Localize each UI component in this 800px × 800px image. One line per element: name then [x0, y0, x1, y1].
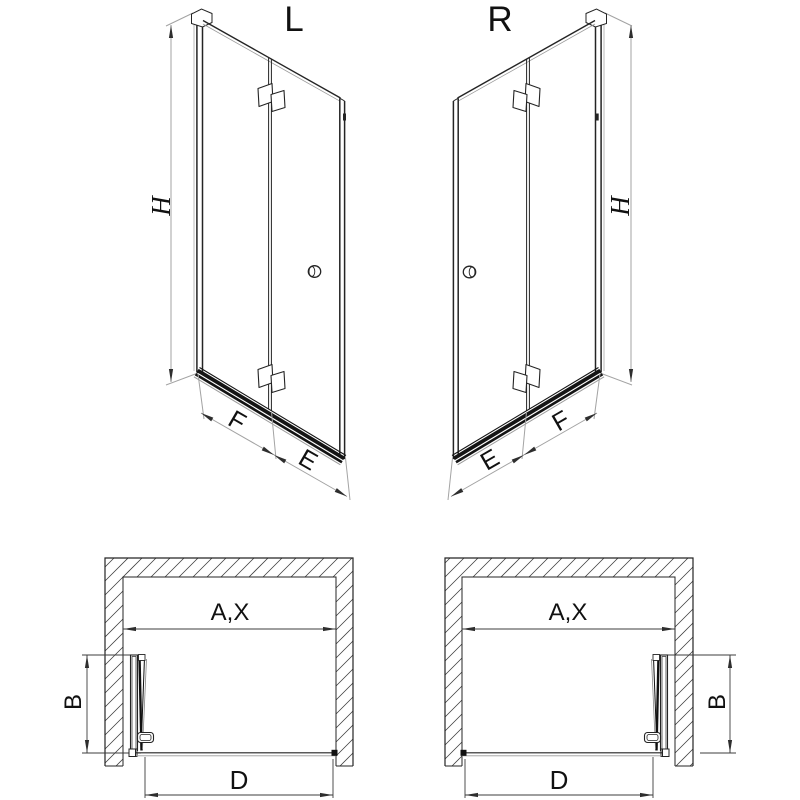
wall-hatch-line [116, 759, 123, 766]
wall-hatch-line [105, 731, 123, 749]
wall-hatch-line [641, 558, 660, 577]
wall-hatch-line [221, 558, 240, 577]
wall-hatch-line [336, 725, 353, 742]
wall-hatch-line [459, 558, 478, 577]
wall-hatch-line [445, 602, 462, 619]
wall-hatch-line [336, 599, 353, 616]
wall-hatch-line [445, 588, 462, 605]
wall-bracket-dot [332, 750, 338, 756]
wall-hatch-line [336, 613, 353, 630]
dim-arrow [200, 411, 213, 421]
label-overall-width-left: A,X [210, 599, 250, 626]
label-entry-width-right: D [549, 765, 569, 795]
wall-hatch-line [445, 558, 450, 563]
dim-arrow [512, 453, 525, 463]
front-view-right [448, 0, 635, 500]
door-folded-left [129, 655, 338, 757]
dim-arrow [169, 25, 173, 38]
dim-arrow [145, 793, 158, 797]
wall-hatch-line [675, 637, 693, 655]
wall-hatch-line [263, 558, 282, 577]
wall-hatch-line [445, 700, 462, 717]
glass-panels-left [203, 21, 346, 460]
wall-hatch-line [675, 735, 693, 753]
wall-hatch-line [669, 558, 688, 577]
wall-hatch-line [123, 558, 142, 577]
label-fixed-panel-right: F [547, 405, 575, 438]
wall-hatch-line [675, 651, 693, 669]
wall-hatch-line [137, 558, 156, 577]
wall-hatch-line [105, 619, 123, 637]
wall-hatch-line [151, 558, 170, 577]
h-dimension-right [600, 13, 635, 385]
wall-hatch-line [675, 693, 693, 711]
label-fixed-panel-left: F [223, 405, 251, 438]
label-fold-depth-right: B [704, 693, 731, 711]
wall-hatch-line [336, 683, 353, 700]
label-folding-panel-right: E [475, 443, 505, 477]
wall-hatch-line [675, 623, 693, 641]
wall-hatch-line [445, 577, 459, 591]
dimension-arrows [85, 25, 732, 797]
dim-arrow [320, 793, 333, 797]
ax-dimension-left [123, 599, 336, 629]
wall-hatch-line [105, 675, 123, 693]
hinge-bottom-right [513, 365, 540, 393]
ax-dimension-right [462, 599, 675, 629]
wall-hatch-line [105, 717, 123, 735]
wall-hatch-line [291, 558, 310, 577]
wall-hatch-line [445, 558, 464, 577]
d-dimension-left [145, 757, 333, 798]
magnet-catch [596, 114, 599, 121]
dim-arrow [629, 369, 633, 382]
dim-arrow [85, 655, 89, 668]
wall-bracket-dot [461, 750, 467, 756]
wall-hatch-line [452, 756, 462, 766]
plan-view-right [445, 558, 736, 798]
wall-hatch-line [675, 581, 693, 599]
door-knob-right [463, 266, 475, 278]
wall-hatch-line [249, 558, 268, 577]
wall-hatch-line [543, 558, 562, 577]
hinge-top-left [258, 84, 285, 112]
door-knob-left [308, 266, 320, 278]
h-dimension-left [146, 13, 198, 385]
wall-hatch-line [445, 672, 462, 689]
wall-hatch-line [445, 714, 462, 731]
wall-hatch-line [179, 558, 198, 577]
label-fold-depth-left: B [60, 693, 87, 711]
wall-hatch-line [487, 558, 506, 577]
wall-hatch-line [675, 595, 693, 613]
label-height-left: H [146, 196, 176, 216]
wall-hatch-line [105, 577, 123, 595]
wall-hatch-line [333, 558, 352, 577]
dim-arrow [640, 793, 653, 797]
wall-hatch-line [336, 585, 353, 602]
wall-hatch-line [445, 658, 462, 675]
wall-hatch-line [336, 577, 347, 588]
wall-hatch-line [336, 711, 353, 728]
dim-arrow [123, 627, 136, 631]
dim-arrow [450, 488, 463, 498]
wall-hatch-line [105, 745, 123, 763]
wall-hatch-line [571, 558, 590, 577]
wall-hatch-line [305, 558, 324, 577]
wall-hatch-line [347, 571, 353, 577]
wall-hatch-line [445, 728, 462, 745]
wall-hatch-line [675, 721, 693, 739]
dim-arrow [169, 369, 173, 382]
wall-hatch-line [105, 633, 123, 651]
wall-hatch-line [675, 609, 693, 627]
b-dimension-left [60, 655, 141, 753]
dim-arrow [585, 411, 598, 421]
wall-hatch-line [319, 558, 338, 577]
wall-hatch-line [336, 627, 353, 644]
wall-hatch-line [529, 558, 548, 577]
wall-hatch-line [445, 686, 462, 703]
dim-arrow [465, 793, 478, 797]
wall-hatch-line [105, 689, 123, 707]
wall-hatch-line [235, 558, 254, 577]
wall-hatch-line [675, 577, 683, 585]
dim-arrow [335, 488, 348, 498]
label-height-right: H [605, 196, 635, 216]
dim-arrow [85, 740, 89, 753]
wall-profile-right [586, 9, 607, 373]
plan-view-left [60, 558, 353, 798]
dim-arrow [662, 627, 675, 631]
wall-profile-left [192, 9, 213, 373]
door-folded-right [461, 655, 670, 757]
wall-hatch-line [445, 742, 462, 759]
wall-hatch-line [193, 558, 212, 577]
wall-hatch-line [515, 558, 534, 577]
wall-hatch-line [105, 605, 123, 623]
wall-hatch-line [105, 661, 123, 679]
wall-hatch-line [675, 679, 693, 697]
dim-arrow [273, 453, 286, 463]
wall-hatch-line [613, 558, 632, 577]
hinge-top-right [513, 84, 540, 112]
wall-hatch-line [473, 558, 492, 577]
hinge-bottom-left [258, 365, 285, 393]
dim-arrow [462, 627, 475, 631]
dim-arrow [523, 447, 536, 457]
magnet-catch [343, 114, 346, 121]
d-dimension-right [465, 757, 653, 798]
wall-hatch-line [675, 707, 693, 725]
wall-hatch-line [340, 753, 353, 766]
dim-arrow [728, 655, 732, 668]
variant-title-left: L [284, 0, 304, 39]
dim-arrow [323, 627, 336, 631]
wall-hatch-line [105, 558, 114, 567]
wall-hatch-line [675, 665, 693, 683]
wall-hatch-line [445, 616, 462, 633]
wall-hatch-line [585, 558, 604, 577]
wall-hatch-line [599, 558, 618, 577]
wall-hatch-line [105, 647, 123, 665]
wall-hatch-line [501, 558, 520, 577]
wall-hatch-line [336, 641, 353, 658]
wall-hatch-line [627, 558, 646, 577]
variant-title-right: R [487, 0, 513, 39]
dim-arrow [728, 740, 732, 753]
wall-hatch-line [109, 558, 128, 577]
wall-hatch-line [105, 703, 123, 721]
wall-hatch-line [277, 558, 296, 577]
dim-arrow [629, 25, 633, 38]
wall-hatch-line [655, 558, 674, 577]
wall-hatch-line [207, 558, 226, 577]
wall-hatch-line [676, 749, 693, 766]
wall-hatch-line [445, 630, 462, 647]
wall-hatch-line [336, 655, 353, 672]
label-entry-width-left: D [229, 765, 249, 795]
wall-hatch-line [105, 591, 123, 609]
wall-hatch-line [683, 567, 693, 577]
wall-hatch-line [336, 739, 353, 756]
wall-hatch-line [445, 644, 462, 661]
wall-hatch-line [557, 558, 576, 577]
front-view-left [146, 0, 350, 500]
label-folding-panel-left: E [293, 443, 323, 477]
wall-hatch-line [165, 558, 184, 577]
label-overall-width-right: A,X [548, 599, 588, 626]
dim-arrow [262, 447, 275, 457]
wall-hatch-line [336, 697, 353, 714]
wall-hatch-line [336, 669, 353, 686]
